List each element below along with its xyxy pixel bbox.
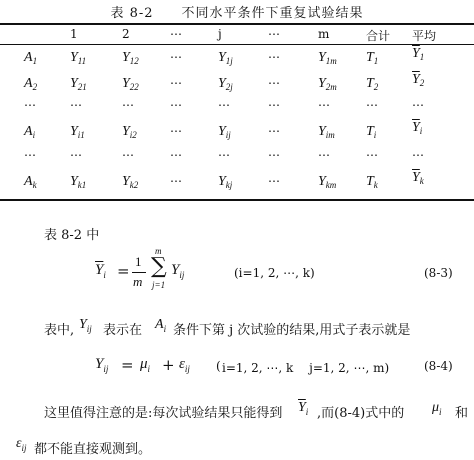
para2-ai: $A_i$: [155, 317, 167, 334]
table-cell: $Y_{22}$: [122, 76, 139, 92]
table-cell: $T_i$: [366, 124, 377, 140]
para3-mu: $\mu_i$: [432, 400, 442, 417]
eq1-sum-sign: ∑: [151, 254, 167, 279]
table-cell: ⋯: [412, 148, 424, 162]
table-cell: ⋯: [170, 148, 182, 162]
table-cell: $Y_{k2}$: [122, 174, 139, 190]
table-cell: ⋯: [268, 124, 280, 138]
eq2-range: i=1, 2, ⋯, k j=1, 2, ⋯, m): [222, 361, 390, 375]
table-cell: ⋯: [170, 98, 182, 112]
eq2-eps: $\varepsilon_{ij}$: [179, 356, 190, 374]
table-top-rule: [0, 23, 474, 25]
table-cell: $Y_{12}$: [122, 50, 139, 66]
table-cell: ⋯: [366, 148, 378, 162]
para3-b: ,而(8-4)式中的: [317, 406, 405, 421]
table-cell: ⋯: [70, 98, 82, 112]
table-cell: ⋯: [70, 148, 82, 162]
table-cell: $Y_{21}$: [70, 76, 87, 92]
table-cell: ⋯: [170, 174, 182, 188]
eq2-number: (8-4): [424, 359, 453, 373]
column-header: ⋯: [170, 27, 182, 41]
equation-8-3: [95, 248, 195, 298]
para2-c: 条件下第 j 次试验的结果,用式子表示就是: [173, 323, 411, 338]
para3-ybar: $\overline{Y}_i$: [298, 400, 309, 417]
row-label: $A_2$: [24, 76, 38, 92]
table-cell: $Y_{k1}$: [70, 174, 87, 190]
column-header: 1: [70, 27, 78, 41]
para3-eps: $\varepsilon_{ij}$: [16, 436, 27, 453]
table-cell: ⋯: [170, 50, 182, 64]
para3-a: 这里值得注意的是:每次试验结果只能得到: [44, 406, 283, 421]
table-cell: ⋯: [318, 98, 330, 112]
table-cell: $Y_{1j}$: [218, 50, 233, 66]
intro-text: 表 8-2 中: [44, 228, 100, 243]
column-header: ⋯: [268, 27, 280, 41]
table-cell: $Y_{i2}$: [122, 124, 137, 140]
table-cell: ⋯: [170, 76, 182, 90]
eq1-equals: =: [117, 262, 130, 280]
table-cell: $\overline{Y}_k$: [412, 170, 424, 186]
column-header: j: [218, 27, 222, 41]
eq1-frac-bar: [132, 272, 146, 273]
table-cell: ⋯: [122, 98, 134, 112]
row-label: $A_i$: [24, 124, 36, 140]
table-cell: ⋯: [366, 98, 378, 112]
para3-d: 都不能直接观测到。: [34, 442, 152, 457]
table-cell: $\overline{Y}_i$: [412, 120, 423, 136]
para2-a: 表中,: [44, 323, 75, 338]
table-cell: $Y_{2j}$: [218, 76, 233, 92]
table-header-rule: [0, 44, 474, 45]
table-cell: ⋯: [412, 98, 424, 112]
table-cell: $Y_{km}$: [318, 174, 337, 190]
table-cell: $Y_{ij}$: [218, 124, 231, 140]
table-cell: ⋯: [268, 98, 280, 112]
table-title: 表 8-2 不同水平条件下重复试验结果: [110, 6, 364, 21]
table-cell: $Y_{kj}$: [218, 174, 233, 190]
column-header: m: [318, 27, 330, 41]
column-header: 2: [122, 27, 130, 41]
eq2-plus: +: [162, 356, 175, 374]
eq1-sum-bottom: j=1: [152, 280, 166, 290]
table-cell: $\overline{Y}_2$: [412, 72, 425, 88]
table-cell: $\overline{Y}_1$: [412, 46, 425, 62]
table-cell: $Y_{1m}$: [318, 50, 337, 66]
eq1-sum-top: m: [155, 246, 162, 256]
row-label: $A_1$: [24, 50, 38, 66]
eq2-lhs: $Y_{ij}$: [95, 356, 109, 374]
eq1-range: (i=1, 2, ⋯, k): [234, 266, 315, 280]
table-cell: ⋯: [122, 148, 134, 162]
eq1-frac-den: m: [133, 274, 143, 289]
row-label: $A_k$: [24, 174, 37, 190]
eq1-frac-num: 1: [135, 254, 142, 269]
table-cell: $Y_{2m}$: [318, 76, 337, 92]
eq1-number: (8-3): [424, 266, 453, 280]
table-cell: $T_2$: [366, 76, 379, 92]
para3-c: 和: [455, 406, 469, 421]
table-cell: ⋯: [268, 76, 280, 90]
eq2-equals: =: [121, 356, 134, 374]
table-cell: $Y_{im}$: [318, 124, 335, 140]
table-cell: ⋯: [268, 148, 280, 162]
table-bottom-rule: [0, 199, 474, 201]
row-label: ⋯: [24, 98, 36, 112]
column-header: 平均: [412, 29, 437, 43]
table-cell: $Y_{i1}$: [70, 124, 85, 140]
eq1-lhs: $\overline{Y}_i$: [95, 262, 106, 280]
table-cell: ⋯: [268, 50, 280, 64]
table-cell: $Y_{11}$: [70, 50, 87, 66]
table-cell: ⋯: [318, 148, 330, 162]
column-header: 合计: [366, 29, 391, 43]
eq1-term: $Y_{ij}$: [171, 262, 185, 280]
para2-b: 表示在: [103, 323, 143, 338]
table-cell: $T_k$: [366, 174, 378, 190]
table-cell: ⋯: [218, 148, 230, 162]
row-label: ⋯: [24, 148, 36, 162]
eq2-open-paren: (: [216, 359, 221, 373]
table-cell: ⋯: [170, 124, 182, 138]
para2-yij: $Y_{ij}$: [79, 317, 92, 334]
table-cell: ⋯: [218, 98, 230, 112]
table-cell: $T_1$: [366, 50, 379, 66]
eq2-mu: $\mu_i$: [140, 356, 151, 374]
table-cell: ⋯: [268, 174, 280, 188]
